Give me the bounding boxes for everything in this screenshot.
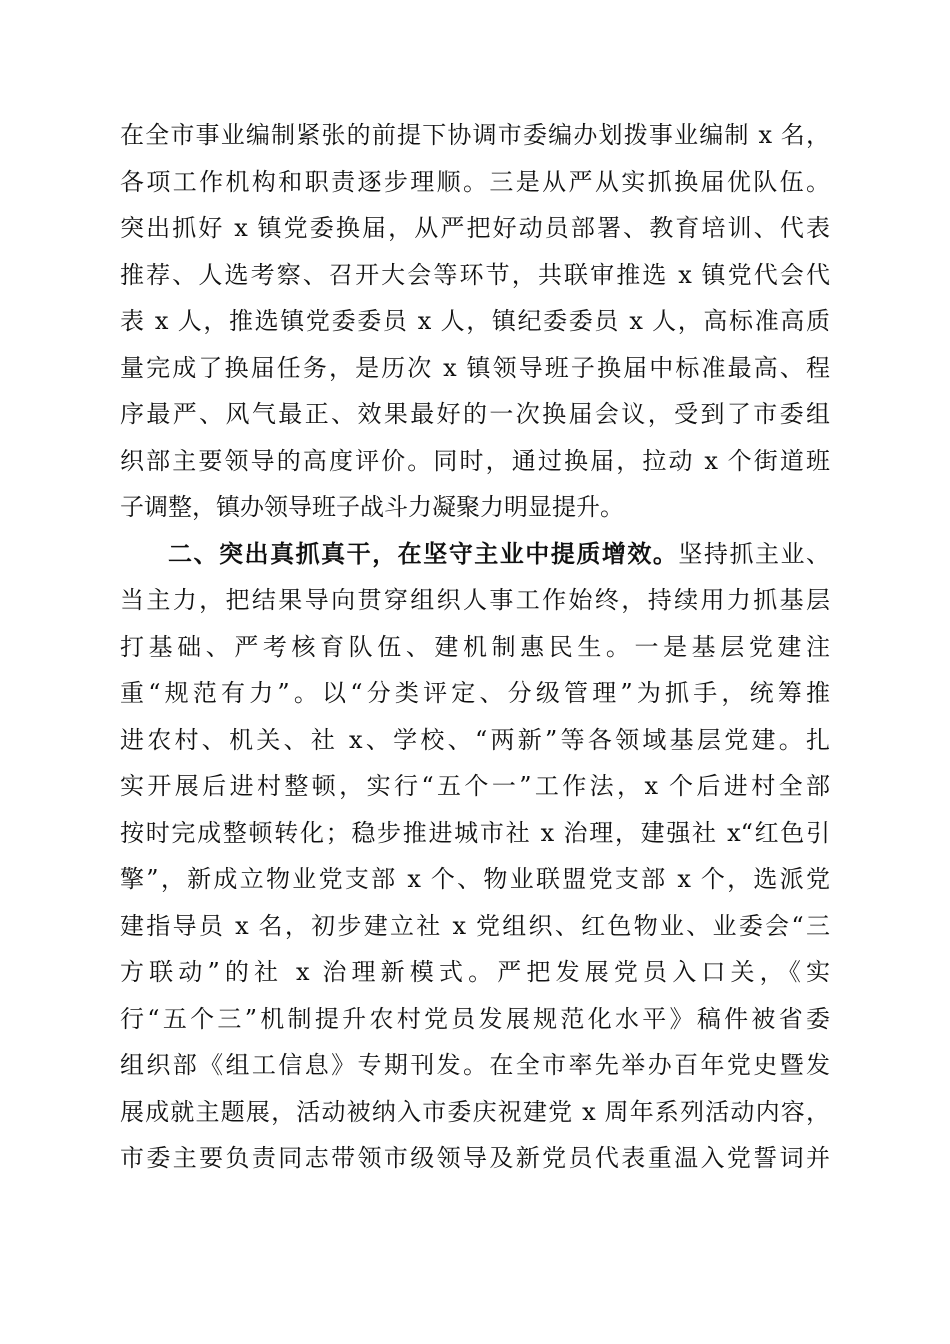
text-line: 打基础、严考核育队伍、建机制惠民生。一是基层党建注: [120, 632, 830, 661]
text-line: 展成就主题展，活动被纳入市委庆祝建党 x 周年系列活动内容，: [120, 1097, 830, 1126]
text-line: 重“规范有力”。以“分类评定、分级管理”为抓手，统筹推: [120, 679, 830, 707]
text-line: 在全市事业编制紧张的前提下协调市委编办划拨事业编制 x 名，: [120, 121, 830, 149]
text-line: 推荐、人选考察、召开大会等环节，共联审推选 x 镇党代会代: [120, 260, 830, 289]
text-line: 行“五个三”机制提升农村党员发展规范化水平》稿件被省委: [120, 1004, 830, 1033]
text-line: 组织部《组工信息》专期刊发。在全市率先举办百年党史暨发: [120, 1051, 830, 1079]
text-line: 市委主要负责同志带领市级领导及新党员代表重温入党誓词并: [120, 1144, 830, 1172]
text-line: 实开展后进村整顿，实行“五个一”工作法，x 个后进村全部: [120, 772, 830, 800]
text-line: 表 x 人，推选镇党委委员 x 人，镇纪委委员 x 人，高标准高质: [120, 307, 830, 335]
document-body: [120, 112, 830, 1182]
text-line: 突出抓好 x 镇党委换届，从严把好动员部署、教育培训、代表: [120, 214, 830, 242]
section-heading: 二、突出真抓真干，在坚守主业中提质增效。: [168, 538, 679, 568]
section-heading-continuation: 坚持抓主业、: [678, 539, 831, 568]
text-line: 按时完成整顿转化；稳步推进城市社 x 治理，建强社 x“红色引: [120, 818, 830, 847]
text-line: 擎”，新成立物业党支部 x 个、物业联盟党支部 x 个，选派党: [120, 865, 830, 893]
text-line: 子调整，镇办领导班子战斗力凝聚力明显提升。: [120, 493, 624, 521]
text-line: 当主力，把结果导向贯穿组织人事工作始终，持续用力抓基层: [120, 586, 830, 614]
text-line: 序最严、风气最正、效果最好的一次换届会议，受到了市委组: [120, 400, 830, 428]
section-heading-line: [120, 531, 830, 578]
text-line: 各项工作机构和职责逐步理顺。三是从严从实抓换届优队伍。: [120, 167, 830, 196]
text-line: 量完成了换届任务，是历次 x 镇领导班子换届中标准最高、程: [120, 353, 830, 382]
text-line: 织部主要领导的高度评价。同时，通过换届，拉动 x 个街道班: [120, 446, 830, 475]
text-line: 方联动”的社 x 治理新模式。严把发展党员入口关，《实: [120, 958, 830, 986]
text-line: 建指导员 x 名，初步建立社 x 党组织、红色物业、业委会“三: [120, 911, 830, 940]
text-line: 进农村、机关、社 x、学校、“两新”等各领域基层党建。扎: [120, 725, 830, 754]
